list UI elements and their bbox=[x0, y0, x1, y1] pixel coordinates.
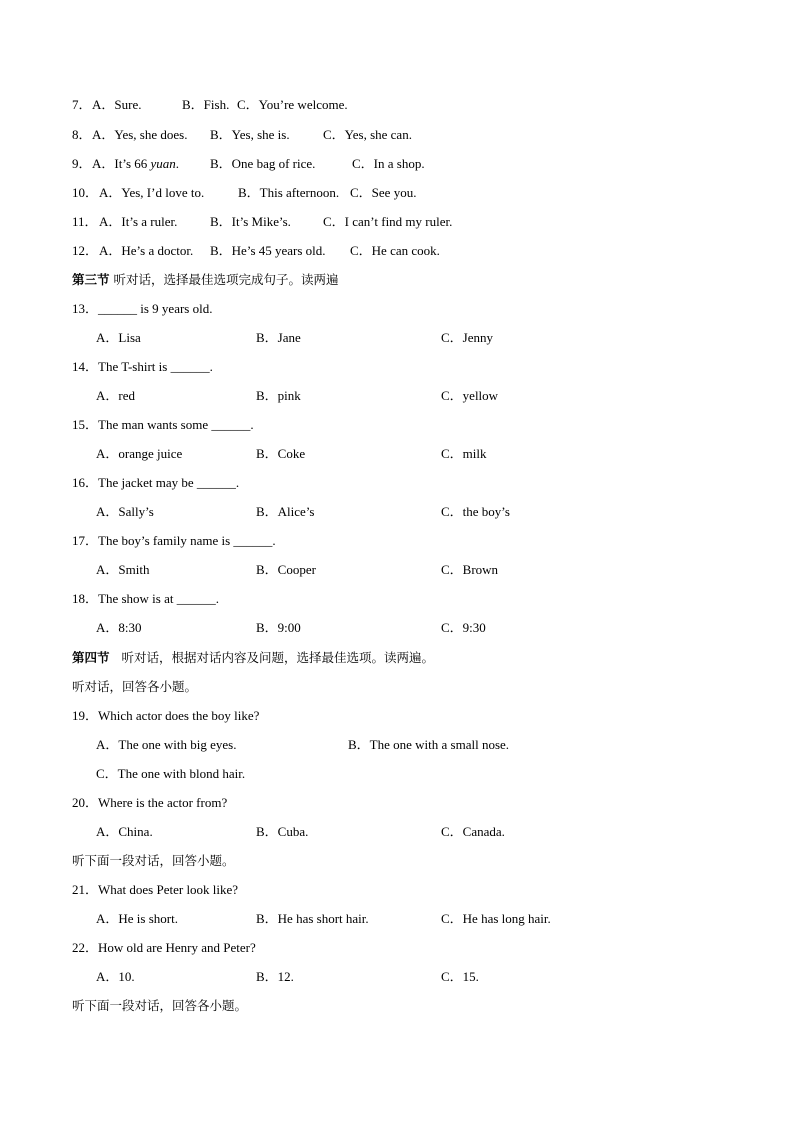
option-c: C．the boy’s bbox=[441, 504, 510, 519]
option-a: A．Yes, she does. bbox=[92, 127, 188, 142]
dialog-3-intro: 听下面一段对话，回答各小题。 bbox=[72, 998, 248, 1013]
question-number: 8． bbox=[72, 127, 92, 142]
option-a: A．Sally’s bbox=[96, 504, 154, 519]
question-text: 14．The T-shirt is ______. bbox=[72, 359, 213, 374]
dialog-2-intro: 听下面一段对话，回答小题。 bbox=[72, 853, 235, 868]
section-3-heading bbox=[72, 272, 339, 288]
option-b: B．This afternoon. bbox=[238, 185, 340, 200]
option-b: B．Yes, she is. bbox=[210, 127, 290, 142]
question-number: 12． bbox=[72, 243, 99, 258]
question-text: 16．The jacket may be ______. bbox=[72, 475, 240, 490]
option-c: C．yellow bbox=[441, 388, 499, 403]
option-b: B．He has short hair. bbox=[256, 911, 369, 926]
currency-word: yuan bbox=[150, 156, 176, 171]
section-3-title: 第三节 bbox=[72, 272, 110, 287]
option-c: C．In a shop. bbox=[352, 156, 425, 171]
option-b: B．Coke bbox=[256, 446, 306, 461]
question-number: 10． bbox=[72, 185, 99, 200]
option-c: C．Jenny bbox=[441, 330, 494, 345]
section-4-title: 第四节 bbox=[72, 650, 110, 665]
question-text: 15．The man wants some ______. bbox=[72, 417, 254, 432]
question-number: 9． bbox=[72, 156, 92, 171]
question-text: 17．The boy’s family name is ______. bbox=[72, 533, 276, 548]
option-a: A．10. bbox=[96, 969, 135, 984]
section-4-instruction: 听对话，根据对话内容及问题，选择最佳选项。读两遍。 bbox=[121, 650, 434, 665]
option-b: B．Alice’s bbox=[256, 504, 315, 519]
question-text: 13．______ is 9 years old. bbox=[72, 301, 213, 316]
option-a: A．It’s a ruler. bbox=[99, 214, 178, 229]
option-c: C．9:30 bbox=[441, 620, 486, 635]
option-a: A．Smith bbox=[96, 562, 150, 577]
question-number: 11． bbox=[72, 214, 98, 229]
option-b: B．pink bbox=[256, 388, 301, 403]
option-a: A．red bbox=[96, 388, 135, 403]
option-c: C．Brown bbox=[441, 562, 499, 577]
dialog-1-intro: 听对话，回答各小题。 bbox=[72, 679, 198, 694]
option-c: C．He can cook. bbox=[350, 243, 440, 258]
option-b: B．Jane bbox=[256, 330, 301, 345]
option-b: B．9:00 bbox=[256, 620, 301, 635]
option-c: C．15. bbox=[441, 969, 479, 984]
question-number: 7． bbox=[72, 97, 92, 112]
question-text: 20．Where is the actor from? bbox=[72, 795, 228, 810]
option-c: C．He has long hair. bbox=[441, 911, 551, 926]
section-4-heading bbox=[72, 650, 434, 666]
section-3-instruction: 听对话，选择最佳选项完成句子。读两遍 bbox=[113, 272, 339, 287]
option-a: A．He is short. bbox=[96, 911, 178, 926]
option-c: C．The one with blond hair. bbox=[96, 766, 246, 781]
option-b: B．He’s 45 years old. bbox=[210, 243, 326, 258]
option-a: A．Sure. bbox=[92, 97, 142, 112]
option-a: A．It’s 66 yuan. bbox=[92, 156, 180, 171]
option-b: B．One bag of rice. bbox=[210, 156, 316, 171]
option-b: B．It’s Mike’s. bbox=[210, 214, 291, 229]
option-b: B．The one with a small nose. bbox=[348, 737, 510, 752]
option-a: A．China. bbox=[96, 824, 153, 839]
option-c: C．See you. bbox=[350, 185, 417, 200]
option-a: A．He’s a doctor. bbox=[99, 243, 194, 258]
option-b: B．Cooper bbox=[256, 562, 316, 577]
option-a: A．orange juice bbox=[96, 446, 183, 461]
option-b: B．Fish. bbox=[182, 97, 230, 112]
option-c: C．milk bbox=[441, 446, 487, 461]
question-text: 22．How old are Henry and Peter? bbox=[72, 940, 256, 955]
option-a: A．The one with big eyes. bbox=[96, 737, 237, 752]
option-c: C．Yes, she can. bbox=[323, 127, 412, 142]
option-c: C．You’re welcome. bbox=[237, 97, 348, 112]
question-text: 18．The show is at ______. bbox=[72, 591, 219, 606]
option-c: C．I can’t find my ruler. bbox=[323, 214, 453, 229]
option-a: A．Lisa bbox=[96, 330, 141, 345]
option-b: B．Cuba. bbox=[256, 824, 309, 839]
option-a: A．Yes, I’d love to. bbox=[99, 185, 205, 200]
question-text: 21．What does Peter look like? bbox=[72, 882, 239, 897]
question-text: 19．Which actor does the boy like? bbox=[72, 708, 260, 723]
option-b: B．12. bbox=[256, 969, 294, 984]
option-c: C．Canada. bbox=[441, 824, 505, 839]
option-a: A．8:30 bbox=[96, 620, 142, 635]
